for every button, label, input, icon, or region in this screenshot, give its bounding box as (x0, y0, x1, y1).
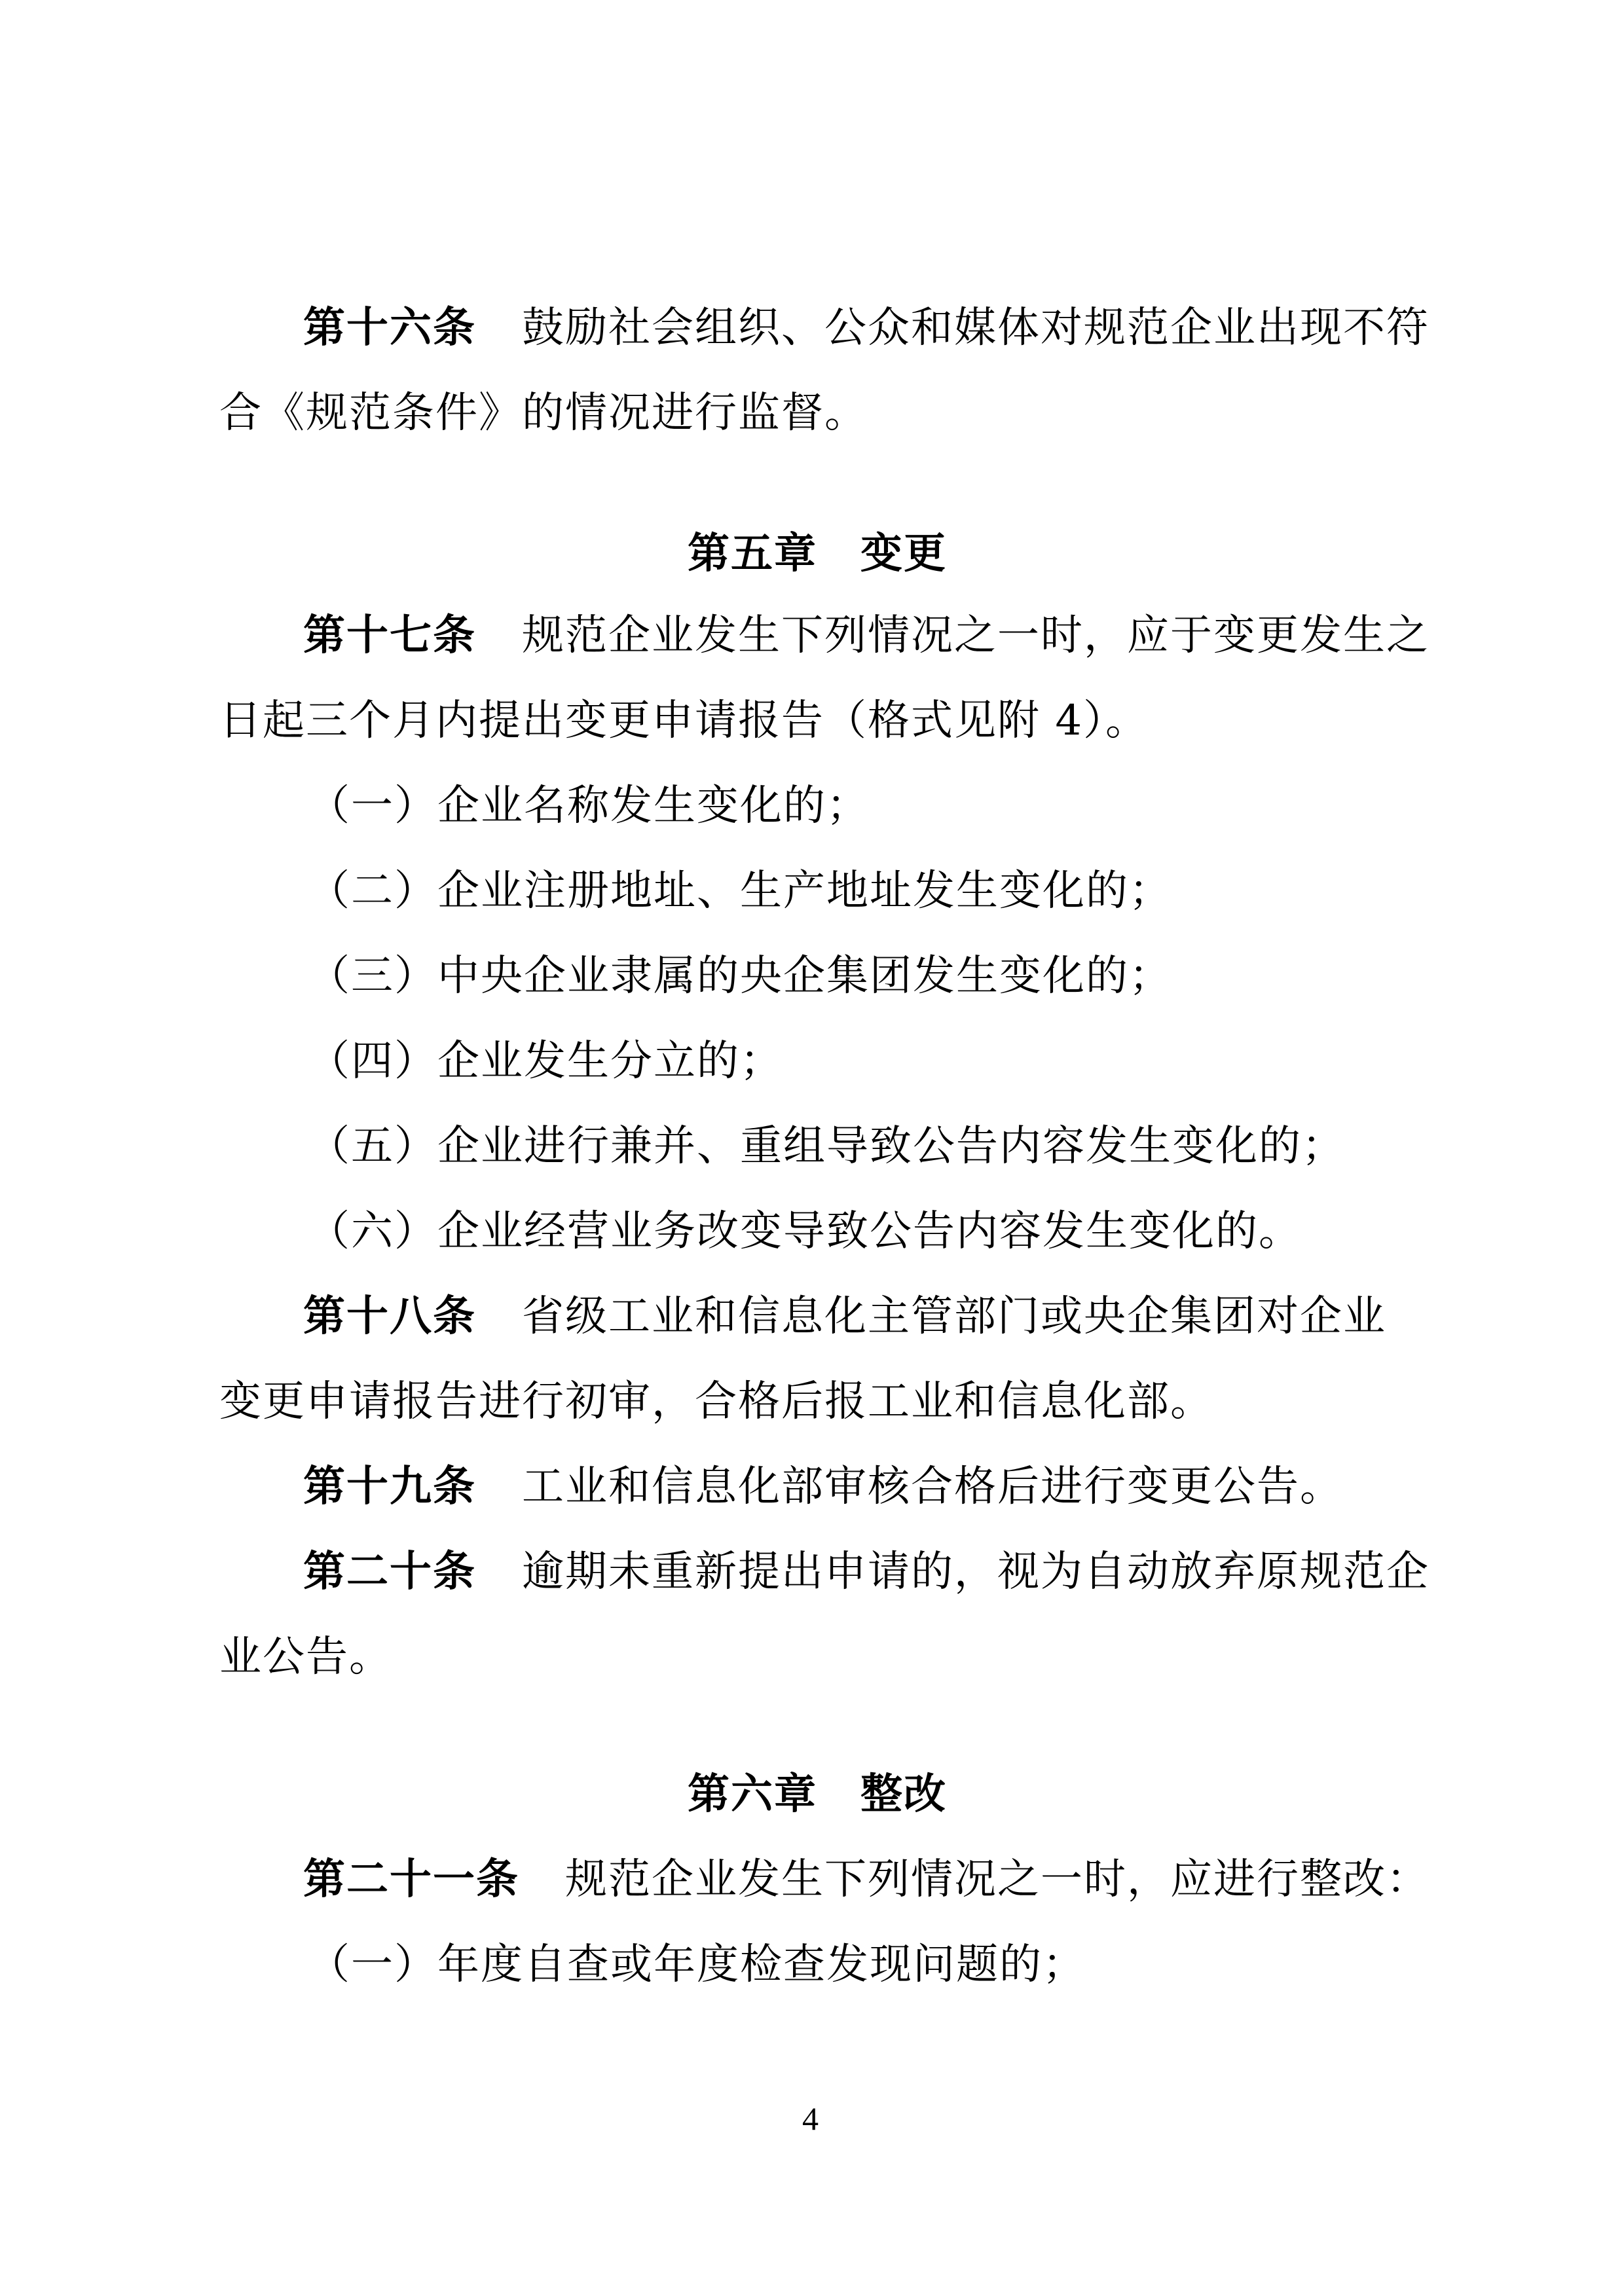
article-17-item-2: （二）企业注册地址、生产地址发生变化的； (308, 867, 1172, 915)
article-19-line-1 (303, 1462, 1343, 1512)
article-16-line-2: 合《规范条件》的情况进行监督。 (219, 389, 868, 437)
article-20-number: 第二十条 (303, 1548, 476, 1596)
article-17-line-2: 日起三个月内提出变更申请报告（格式见附 4）。 (219, 697, 1149, 745)
article-17-item-5: （五）企业进行兼并、重组导致公告内容发生变化的； (308, 1122, 1345, 1171)
article-16-line-1 (303, 303, 1430, 353)
page-number: 4 (802, 2100, 819, 2137)
chapter-6-heading: 第六章 整改 (688, 1770, 947, 1819)
article-21-text-1: 规范企业发生下列情况之一时，应进行整改： (565, 1855, 1430, 1904)
article-17-item-6: （六）企业经营业务改变导致公告内容发生变化的。 (308, 1207, 1302, 1256)
article-20-line-1 (303, 1547, 1430, 1597)
article-17-item-1: （一）企业名称发生变化的； (308, 782, 870, 830)
article-16-number: 第十六条 (303, 304, 476, 352)
article-19-text-1: 工业和信息化部审核合格后进行变更公告。 (522, 1463, 1343, 1511)
chapter-5-heading: 第五章 变更 (688, 530, 947, 578)
article-16-text-1: 鼓励社会组织、公众和媒体对规范企业出现不符 (522, 304, 1430, 352)
article-18-line-2: 变更申请报告进行初审，合格后报工业和信息化部。 (219, 1377, 1213, 1426)
article-20-text-1: 逾期未重新提出申请的，视为自动放弃原规范企 (522, 1548, 1430, 1596)
article-19-number: 第十九条 (303, 1463, 476, 1511)
article-17-line-1 (303, 611, 1430, 661)
article-17-number: 第十七条 (303, 611, 476, 660)
article-21-line-1 (303, 1855, 1430, 1904)
article-18-text-1: 省级工业和信息化主管部门或央企集团对企业 (522, 1292, 1386, 1341)
article-18-line-1 (303, 1292, 1386, 1341)
article-18-number: 第十八条 (303, 1292, 476, 1341)
article-17-item-3: （三）中央企业隶属的央企集团发生变化的； (308, 952, 1172, 1000)
article-21-item-1: （一）年度自查或年度检查发现问题的； (308, 1941, 1086, 1989)
article-20-line-2: 业公告。 (219, 1633, 392, 1681)
article-17-item-4: （四）企业发生分立的； (308, 1037, 783, 1085)
article-17-text-1: 规范企业发生下列情况之一时，应于变更发生之 (522, 611, 1430, 660)
article-21-number: 第二十一条 (303, 1855, 519, 1904)
